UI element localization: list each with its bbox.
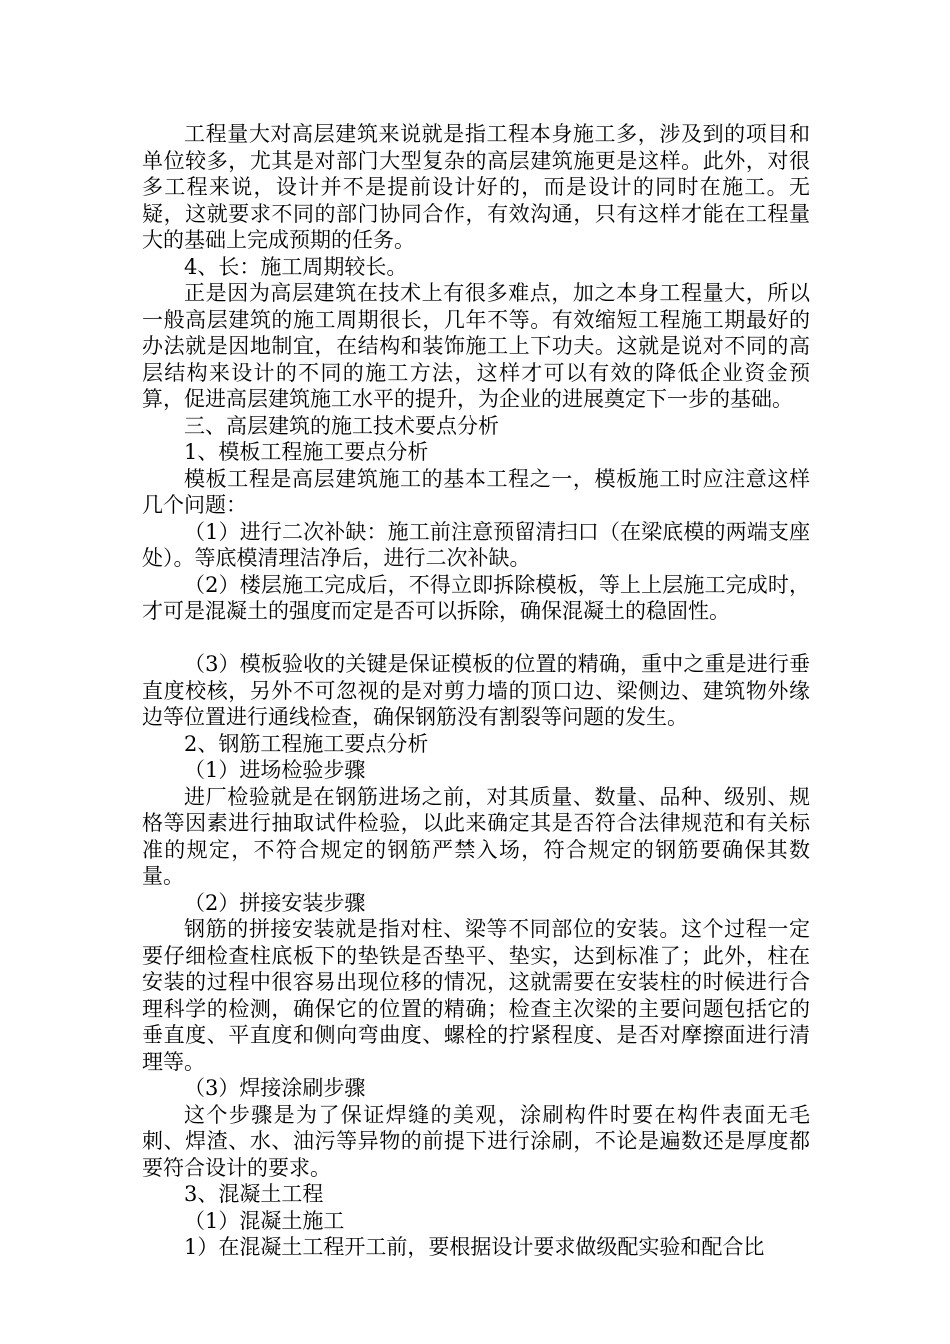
subsection-formwork-heading: 1、模板工程施工要点分析: [184, 440, 429, 464]
formwork-point-2: （2）楼层施工完成后，不得立即拆除模板，等上上层施工完成时，才可是混凝土的强度而定是否可以拆除，确保混凝土的稳固性。: [142, 572, 810, 623]
paragraph-welding-coating: 这个步骤是为了保证焊缝的美观，涂刷构件时要在构件表面无毛刺、焊渣、水、油污等异物的前提下进行涂刷，不论是遍数还是厚度都要符合设计的要求。: [142, 1102, 810, 1180]
rebar-step-2-heading: （2）拼接安装步骤: [184, 890, 366, 915]
subsection-rebar-heading: 2、钢筋工程施工要点分析: [184, 731, 429, 756]
paragraph-workload: 工程量大对高层建筑来说就是指工程本身施工多，涉及到的项目和单位较多，尤其是对部门大型复杂的高层建筑施更是这样。此外，对很多工程来说，设计并不是提前设计好的，而是设计的同时在施工。无疑，这就要求不同的部门协同合作，有效沟通，只有这样才能在工程量大的基础上完成预期的任务。: [142, 122, 810, 252]
concrete-step-1-heading: （1）混凝土施工: [184, 1208, 345, 1233]
item-4-heading: 4、长：施工周期较长。: [184, 254, 408, 279]
rebar-step-3-heading: （3）焊接涂刷步骤: [184, 1076, 366, 1100]
formwork-point-1: （1）进行二次补缺：施工前注意预留清扫口（在梁底模的两端支座处）。等底模清理洁净后，进行二次补缺。: [142, 519, 810, 570]
paragraph-rebar-inspection: 进厂检验就是在钢筋进场之前，对其质量、数量、品种、级别、规格等因素进行抽取试件检验，以此来确定其是否符合法律规范和有关标准的规定，不符合规定的钢筋严禁入场，符合规定的钢筋要确保其数量。: [142, 784, 810, 888]
blank-line: [142, 625, 810, 652]
paragraph-rebar-splicing: 钢筋的拼接安装就是指对柱、梁等不同部位的安装。这个过程一定要仔细检查柱底板下的垫铁是否垫平、垫实，达到标准了；此外，柱在安装的过程中很容易出现位移的情况，这就需要在安装柱的时候进行合理科学的检测，确保它的位置的精确；检查主次梁的主要问题包括它的垂直度、平直度和侧向弯曲度、螺栓的拧紧程度、是否对摩擦面进行清理等。: [142, 917, 810, 1074]
section-3-heading: 三、高层建筑的施工技术要点分析: [184, 413, 499, 438]
paragraph-duration: 正是因为高层建筑在技术上有很多难点，加之本身工程量大，所以一般高层建筑的施工周期很长，几年不等。有效缩短工程施工期最好的办法就是因地制宜，在结构和装饰施工上下功夫。这就是说对不同的高层结构来设计的不同的施工方法，这样才可以有效的降低企业资金预算，促进高层建筑施工水平的提升，为企业的进展奠定下一步的基础。: [142, 281, 810, 411]
formwork-point-3: （3）模板验收的关键是保证模板的位置的精确，重中之重是进行垂直度校核，另外不可忽视的是对剪力墙的顶口边、梁侧边、建筑物外缘边等位置进行通线检查，确保钢筋没有割裂等问题的发生。: [142, 652, 810, 729]
paragraph-concrete-1: 1）在混凝土工程开工前，要根据设计要求做级配实验和配合比: [184, 1235, 765, 1259]
rebar-step-1-heading: （1）进场检验步骤: [184, 758, 366, 782]
paragraph-formwork-intro: 模板工程是高层建筑施工的基本工程之一，模板施工时应注意这样几个问题：: [142, 466, 810, 517]
subsection-concrete-heading: 3、混凝土工程: [184, 1182, 324, 1206]
document-body: [142, 121, 810, 1261]
